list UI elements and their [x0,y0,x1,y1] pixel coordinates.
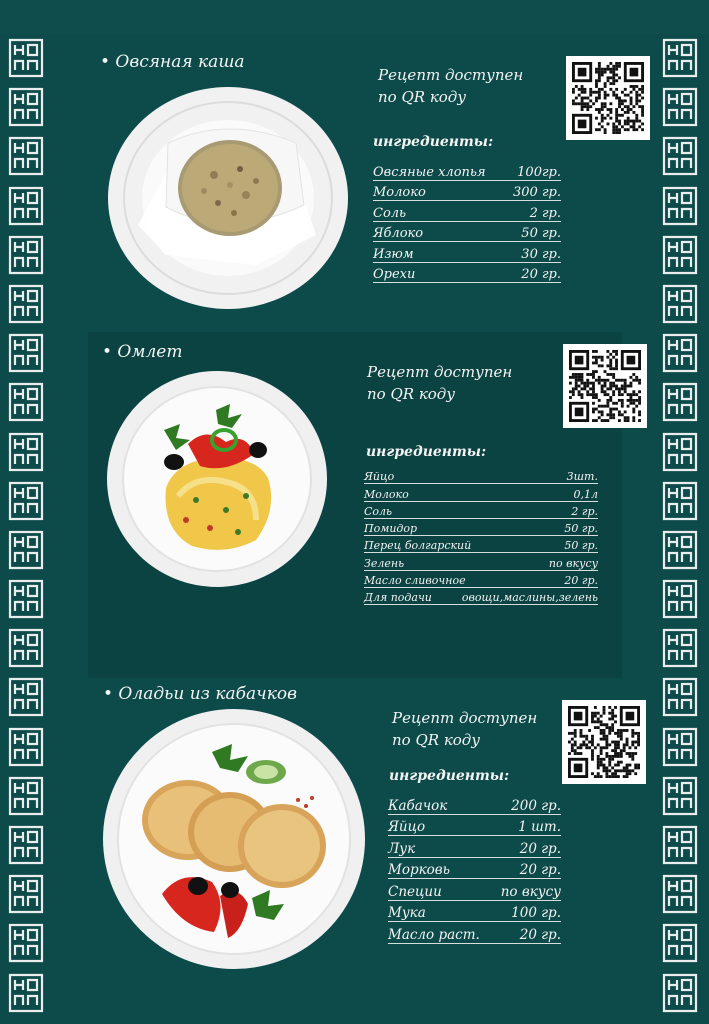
ornament-icon [662,481,698,521]
ornament-icon [662,628,698,668]
ingredient-name: Соль [373,205,407,221]
ingredient-row [364,467,598,484]
recipe-qr-note: Рецепт доступен по QR коду [392,709,538,749]
ornament-icon [662,677,698,717]
fritters-plate-photo [102,708,366,970]
ornament-icon [662,333,698,373]
ingredient-name: Соль [364,504,393,518]
dish-title: • Оладьи из кабачков [103,684,297,704]
left-ornament-border [8,38,48,1022]
ingredient-row [388,836,561,858]
ingredient-row [364,588,598,605]
ornament-icon [8,677,44,717]
ornament-icon [8,284,44,324]
ingredient-row [373,201,561,222]
ingredient-quantity: 50 гр. [521,226,561,241]
ingredient-name: Специи [388,883,442,900]
ingredient-row [388,793,561,815]
ornament-icon [662,87,698,127]
ingredient-row [373,181,561,202]
ingredient-quantity: овощи,маслины,зелень [461,591,598,605]
ingredient-quantity: 20 гр. [519,926,561,943]
ornament-icon [662,530,698,570]
ingredient-quantity: 2 гр. [529,205,561,221]
ingredient-name: Масло сливочное [364,574,466,588]
recipe-qr-code[interactable] [566,56,650,140]
ornament-icon [662,825,698,865]
ornament-icon [8,825,44,865]
ornament-icon [662,186,698,226]
ornament-icon [662,235,698,275]
ingredients-list [373,160,561,283]
ornament-icon [662,874,698,914]
ingredient-name: Овсяные хлопья [373,164,486,180]
ingredient-row [388,901,561,923]
ornament-icon [662,284,698,324]
ornament-icon [8,186,44,226]
ingredient-quantity: 50 гр. [564,522,598,536]
recipe-qr-note: Рецепт доступен по QR коду [378,66,524,106]
ingredient-quantity: 20 гр. [564,574,598,588]
ornament-icon [8,235,44,275]
ingredient-name: Лук [388,840,416,857]
ingredient-name: Молоко [364,487,409,501]
ingredients-heading: ингредиенты: [389,768,510,784]
ingredient-row [388,879,561,901]
ornament-icon [8,87,44,127]
ingredient-row [373,242,561,263]
ingredient-name: Морковь [388,862,450,878]
ingredient-name: Для подачи [364,591,432,605]
ingredient-quantity: 20 гр. [519,862,561,878]
ingredient-name: Зелень [364,556,405,570]
ingredients-list [364,467,598,605]
ornament-icon [8,38,44,78]
ornament-icon [8,432,44,472]
ornament-icon [662,382,698,422]
ingredient-row [364,519,598,536]
ornament-icon [8,481,44,521]
ingredient-quantity: 0,1л [573,487,598,501]
ingredient-name: Перец болгарский [364,539,472,553]
ornament-icon [662,432,698,472]
ingredients-list [388,793,561,944]
ingredient-quantity: по вкусу [548,556,598,570]
ingredient-row [388,858,561,880]
omelette-plate-photo [106,370,328,588]
ornament-icon [662,579,698,619]
ornament-icon [8,136,44,176]
dish-title: • Омлет [102,342,183,362]
ingredient-row [373,263,561,284]
ingredient-name: Масло раст. [388,926,480,943]
ornament-icon [8,973,44,1013]
ornament-icon [8,874,44,914]
ingredient-row [388,815,561,837]
ornament-icon [8,382,44,422]
ornament-icon [8,579,44,619]
ingredient-quantity: 200 гр. [511,797,561,814]
ingredient-name: Изюм [373,246,414,262]
ingredient-quantity: 300 гр. [513,185,561,200]
ornament-icon [8,628,44,668]
ingredient-quantity: 3шт. [566,470,598,484]
ingredient-name: Помидор [364,522,418,536]
ingredient-name: Мука [388,905,426,921]
ingredients-heading: ингредиенты: [366,444,487,460]
ingredient-quantity: 50 гр. [564,539,598,553]
ornament-icon [662,727,698,767]
ingredient-row [364,553,598,570]
ornament-icon [662,973,698,1013]
oatmeal-plate-photo [106,85,350,311]
top-band [0,0,709,34]
ingredient-name: Яблоко [373,226,424,241]
ingredient-row [364,502,598,519]
ingredient-row [373,222,561,243]
ornament-icon [662,923,698,963]
ingredient-name: Яйцо [388,819,426,835]
ingredient-quantity: 100 гр. [511,905,561,921]
ornament-icon [662,136,698,176]
ornament-icon [8,727,44,767]
ingredient-row [388,922,561,944]
ornament-icon [8,776,44,816]
ingredients-heading: ингредиенты: [373,134,494,150]
recipe-qr-code[interactable] [563,344,647,428]
ingredient-name: Орехи [373,267,416,282]
ornament-icon [662,776,698,816]
ingredient-quantity: по вкусу [500,883,561,900]
ingredient-row [364,536,598,553]
dish-title: • Овсяная каша [100,52,245,72]
right-ornament-border [662,38,702,1022]
ingredient-row [364,484,598,501]
recipe-qr-code[interactable] [562,700,646,784]
ingredient-quantity: 20 гр. [519,840,561,857]
ingredient-row [364,571,598,588]
ingredient-quantity: 20 гр. [521,267,561,282]
ingredient-row [373,160,561,181]
ingredient-quantity: 2 гр. [571,504,598,518]
ornament-icon [8,530,44,570]
ingredient-quantity: 1 шт. [518,819,561,835]
ingredient-quantity: 100гр. [517,164,561,180]
ingredient-name: Молоко [373,185,426,200]
recipe-qr-note: Рецепт доступен по QR коду [367,363,513,403]
ornament-icon [662,38,698,78]
ornament-icon [8,333,44,373]
ornament-icon [8,923,44,963]
ingredient-name: Яйцо [364,470,395,484]
ingredient-quantity: 30 гр. [521,246,561,262]
ingredient-name: Кабачок [388,797,448,814]
